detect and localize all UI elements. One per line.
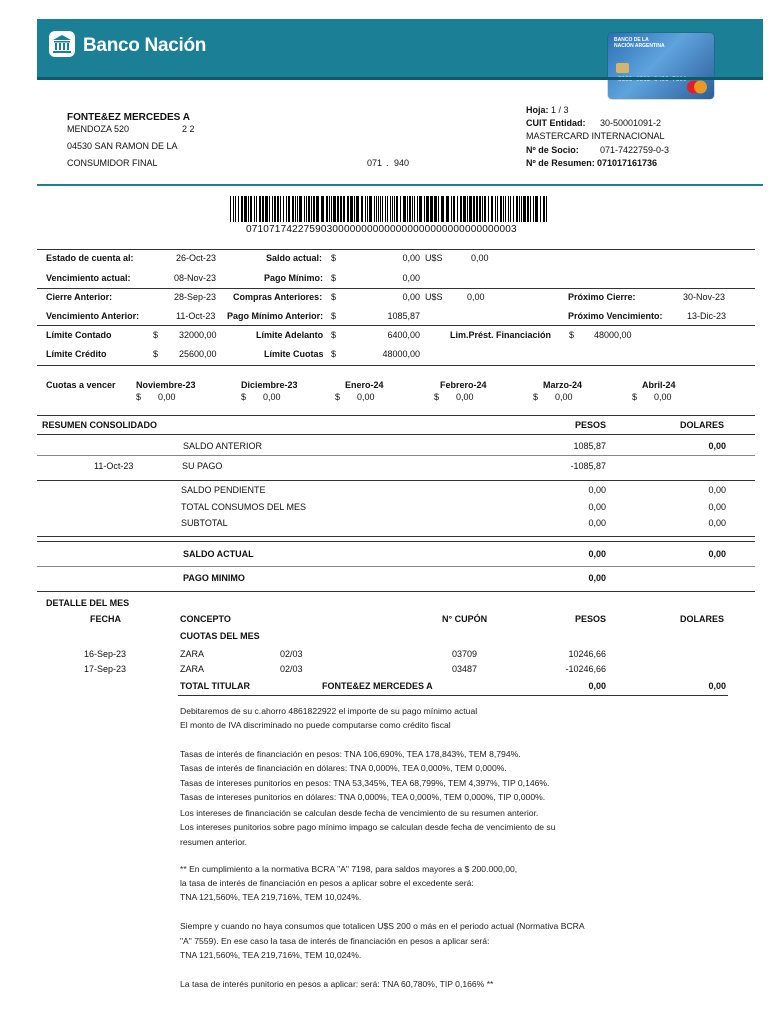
customer-unit: 2 2 — [182, 124, 195, 134]
note-line: Tasas de intereses punitorios en pesos: TNA 53,345%, TEA 68,799%, TEM 4,397%, TIP 0,146%. — [180, 778, 550, 788]
note-line: Debitaremos de su c.ahorro 4861822922 el importe de su pago mínimo actual — [180, 706, 478, 716]
barcode-number: 07107174227590300000000000000000000000000000003 — [246, 224, 517, 235]
note-line: El monto de IVA discriminado no puede computarse como crédito fiscal — [180, 720, 451, 730]
card-issuer-line1: BANCO DE LA — [614, 37, 649, 43]
address-separator — [37, 184, 763, 186]
status-mid-rule — [37, 288, 755, 289]
row-installment: 02/03 — [280, 664, 303, 674]
customer-code-b: 940 — [394, 158, 410, 168]
cuota-month-name: Noviembre-23 — [136, 380, 196, 390]
row-date: 16-Sep-23 — [84, 649, 127, 659]
summary-col-dolares: DOLARES — [679, 420, 724, 430]
cuota-month-cur: $ — [335, 392, 341, 402]
status-top-rule — [37, 249, 755, 250]
compras-ant-usd: 0,00 — [467, 292, 485, 302]
status-bottom-rule — [37, 365, 755, 366]
total-titular-label: TOTAL TITULAR — [180, 681, 250, 691]
saldo-actual-label: Saldo actual: — [266, 253, 323, 263]
saldo-anterior-label: SALDO ANTERIOR — [183, 441, 263, 451]
member-value: 071-7422759-0-3 — [600, 145, 670, 155]
pendiente-pesos: 0,00 — [588, 485, 606, 495]
prox-venc-label: Próximo Vencimiento: — [568, 311, 663, 321]
cuota-month-cur: $ — [241, 392, 247, 402]
total-rule — [178, 695, 728, 696]
card-brand: MASTERCARD INTERNACIONAL — [526, 131, 665, 141]
detail-group-label: CUOTAS DEL MES — [180, 631, 260, 641]
lim-adelanto-label: Límite Adelanto — [256, 330, 324, 340]
detail-col-fecha: FECHA — [90, 614, 121, 624]
cierre-ant-label: Cierre Anterior: — [46, 292, 113, 302]
summary-rule-1 — [37, 455, 755, 456]
compras-ant-usd-cur: U$S — [425, 292, 443, 302]
cuota-month-value: 0,00 — [263, 392, 281, 402]
bank-logo-icon — [49, 31, 75, 57]
compras-ant-value: 0,00 — [402, 292, 420, 302]
cuota-month-value: 0,00 — [357, 392, 375, 402]
lim-adelanto-cur: $ — [331, 330, 337, 340]
row-pesos: -10246,66 — [565, 664, 606, 674]
customer-street: MENDOZA 520 — [67, 124, 130, 134]
credit-card-image — [608, 33, 714, 99]
member-label: Nº de Socio: — [526, 145, 579, 155]
consumos-dolares: 0,00 — [708, 502, 726, 512]
bank-name: Banco Nación — [83, 35, 207, 56]
prox-cierre-label: Próximo Cierre: — [568, 292, 636, 302]
summary-title: RESUMEN CONSOLIDADO — [42, 420, 158, 430]
estado-value: 26-Oct-23 — [176, 253, 217, 263]
venc-actual-label: Vencimiento actual: — [46, 273, 131, 283]
card-issuer — [614, 37, 665, 49]
pago-min-value: 0,00 — [402, 273, 420, 283]
banner-separator — [37, 77, 763, 80]
consumos-label: TOTAL CONSUMOS DEL MES — [181, 502, 307, 512]
lim-cuotas-value: 48000,00 — [382, 349, 420, 359]
row-installment: 02/03 — [280, 649, 303, 659]
lim-contado-cur: $ — [153, 330, 159, 340]
pago-minimo-label: PAGO MINIMO — [183, 573, 245, 583]
venc-actual-value: 08-Nov-23 — [174, 273, 217, 283]
summary-rule-2 — [37, 480, 755, 481]
sheet-label: Hoja: — [526, 105, 549, 115]
pago-pesos: -1085,87 — [570, 461, 606, 471]
cuota-month-cur: $ — [136, 392, 142, 402]
header-banner — [37, 19, 763, 77]
total-titular-dolares: 0,00 — [708, 681, 726, 691]
customer-code-dot: . — [386, 158, 389, 168]
compras-ant-label: Compras Anteriores: — [233, 292, 323, 302]
lim-adelanto-value: 6400,00 — [387, 330, 420, 340]
summary-rule-3 — [37, 536, 755, 537]
venc-ant-label: Vencimiento Anterior: — [46, 311, 140, 321]
cuit-label: CUIT Entidad: — [526, 118, 586, 128]
summary-top-rule — [37, 415, 755, 416]
estado-label: Estado de cuenta al: — [46, 253, 134, 263]
note-line: Tasas de intereses punitorios en dólares: TNA 0,000%, TEA 0,000%, TEM 0,000%, TIP 0,000%. — [180, 792, 546, 802]
consumos-pesos: 0,00 — [588, 502, 606, 512]
card-chip-icon — [616, 63, 629, 73]
lim-cuotas-label: Límite Cuotas — [264, 349, 324, 359]
lim-cuotas-cur: $ — [331, 349, 337, 359]
mastercard-logo-icon — [685, 80, 709, 94]
summary-header-rule — [37, 434, 755, 435]
pago-label: SU PAGO — [182, 461, 223, 471]
customer-name: FONTE&EZ MERCEDES A — [67, 112, 190, 123]
customer-code-a: 071 — [367, 158, 383, 168]
saldo-actual-value: 0,00 — [402, 253, 420, 263]
cierre-ant-value: 28-Sep-23 — [174, 292, 217, 302]
summary-col-pesos: PESOS — [574, 420, 606, 430]
status-limits-rule — [37, 325, 755, 326]
saldo-actual-summary-pesos: 0,00 — [588, 549, 606, 559]
summary-bottom-rule — [37, 591, 755, 592]
lim-contado-label: Límite Contado — [46, 330, 112, 340]
detail-col-concepto: CONCEPTO — [180, 614, 231, 624]
lim-prest-label: Lim.Prést. Financiación — [450, 330, 552, 340]
note-line: La tasa de interés punitorio en pesos a aplicar: será: TNA 60,780%, TIP 0,166% ** — [180, 979, 494, 989]
note-line: Los intereses de financiación se calculan desde fecha de vencimiento de su resumen anterior. — [180, 808, 539, 818]
note-line: "A" 7559). En ese caso la tasa de interés de financiación en pesos a aplicar será: — [180, 936, 490, 946]
cuota-month-name: Marzo-24 — [543, 380, 583, 390]
pago-minimo-pesos: 0,00 — [588, 573, 606, 583]
note-line: resumen anterior. — [180, 837, 247, 847]
note-line: TNA 121,560%, TEA 219,716%, TEM 10,024%. — [180, 950, 362, 960]
subtotal-label: SUBTOTAL — [181, 518, 228, 528]
saldo-actual-summary-label: SALDO ACTUAL — [183, 549, 254, 559]
lim-contado-value: 32000,00 — [179, 330, 217, 340]
cuota-month-value: 0,00 — [654, 392, 672, 402]
lim-credito-cur: $ — [153, 349, 159, 359]
detail-col-cupon: N° CUPÓN — [442, 614, 488, 624]
detail-col-dolares: DOLARES — [679, 614, 724, 624]
pendiente-label: SALDO PENDIENTE — [181, 485, 266, 495]
venc-ant-value: 11-Oct-23 — [176, 311, 216, 321]
subtotal-dolares: 0,00 — [708, 518, 726, 528]
lim-prest-cur: $ — [569, 330, 575, 340]
cuota-month-cur: $ — [533, 392, 539, 402]
row-coupon: 03487 — [452, 664, 478, 674]
note-line: TNA 121,560%, TEA 219,716%, TEM 10,024%. — [180, 892, 362, 902]
cuota-month-name: Enero-24 — [345, 380, 384, 390]
saldo-actual-usd: 0,00 — [471, 253, 489, 263]
cuotas-label: Cuotas a vencer — [46, 380, 116, 390]
row-date: 17-Sep-23 — [84, 664, 127, 674]
cuota-month-name: Abril-24 — [642, 380, 676, 390]
lim-credito-value: 25600,00 — [179, 349, 217, 359]
saldo-anterior-dolares: 0,00 — [708, 441, 726, 451]
lim-credito-label: Límite Crédito — [46, 349, 107, 359]
compras-ant-cur: $ — [331, 292, 337, 302]
prox-cierre-value: 30-Nov-23 — [683, 292, 726, 302]
pago-min-ant-value: 1085,87 — [387, 311, 420, 321]
barcode-image — [230, 196, 550, 222]
note-line: Tasas de interés de financiación en pesos: TNA 106,690%, TEA 178,843%, TEM 8,794%. — [180, 749, 521, 759]
row-concept: ZARA — [180, 649, 205, 659]
total-titular-pesos: 0,00 — [588, 681, 606, 691]
card-issuer-line2: NACIÓN ARGENTINA — [614, 43, 665, 49]
pendiente-dolares: 0,00 — [708, 485, 726, 495]
sheet-value: 1 / 3 — [551, 105, 569, 115]
note-line: Tasas de interés de financiación en dólares: TNA 0,000%, TEA 0,000%, TEM 0,000%. — [180, 763, 507, 773]
pago-date: 11-Oct-23 — [94, 461, 134, 471]
cuota-month-value: 0,00 — [555, 392, 573, 402]
detail-title: DETALLE DEL MES — [46, 598, 130, 608]
pago-min-cur: $ — [331, 273, 337, 283]
saldo-actual-summary-dolares: 0,00 — [708, 549, 726, 559]
row-pesos: 10246,66 — [568, 649, 606, 659]
note-line: Siempre y cuando no haya consumos que totalicen U$S 200 o más en el periodo actual (Normativa BCRA — [180, 921, 585, 931]
summary-rule-4 — [37, 541, 755, 542]
cuota-month-value: 0,00 — [158, 392, 176, 402]
cuit-value: 30-50001091-2 — [600, 118, 662, 128]
prox-venc-value: 13-Dic-23 — [687, 311, 727, 321]
saldo-anterior-pesos: 1085,87 — [573, 441, 606, 451]
note-line: Los intereses punitorios sobre pago mínimo impago se calculan desde fecha de vencimiento de su — [180, 822, 556, 832]
summary-number-label: Nº de Resumen: — [526, 158, 595, 168]
subtotal-pesos: 0,00 — [588, 518, 606, 528]
cuota-month-cur: $ — [632, 392, 638, 402]
note-line: la tasa de interés de financiación en pesos a aplicar sobre el excedente será: — [180, 878, 474, 888]
cuota-month-name: Febrero-24 — [440, 380, 487, 390]
lim-prest-value: 48000,00 — [594, 330, 632, 340]
cuota-month-name: Diciembre-23 — [241, 380, 298, 390]
cuota-month-value: 0,00 — [456, 392, 474, 402]
total-titular-name: FONTE&EZ MERCEDES A — [322, 681, 433, 691]
row-concept: ZARA — [180, 664, 205, 674]
customer-city: 04530 SAN RAMON DE LA — [67, 141, 178, 151]
pago-min-ant-cur: $ — [331, 311, 337, 321]
summary-number-value: 071017161736 — [597, 158, 658, 168]
note-line: ** En cumplimiento a la normativa BCRA "A" 7198, para saldos mayores a $ 200.000,00, — [180, 864, 518, 874]
cuota-month-cur: $ — [434, 392, 440, 402]
saldo-actual-cur: $ — [331, 253, 337, 263]
pago-min-label: Pago Mínimo: — [264, 273, 323, 283]
pago-min-ant-label: Pago Mínimo Anterior: — [227, 311, 324, 321]
detail-col-pesos: PESOS — [574, 614, 606, 624]
row-coupon: 03709 — [452, 649, 478, 659]
summary-rule-5 — [37, 566, 755, 567]
customer-category: CONSUMIDOR FINAL — [67, 158, 158, 168]
saldo-actual-usd-cur: U$S — [425, 253, 443, 263]
